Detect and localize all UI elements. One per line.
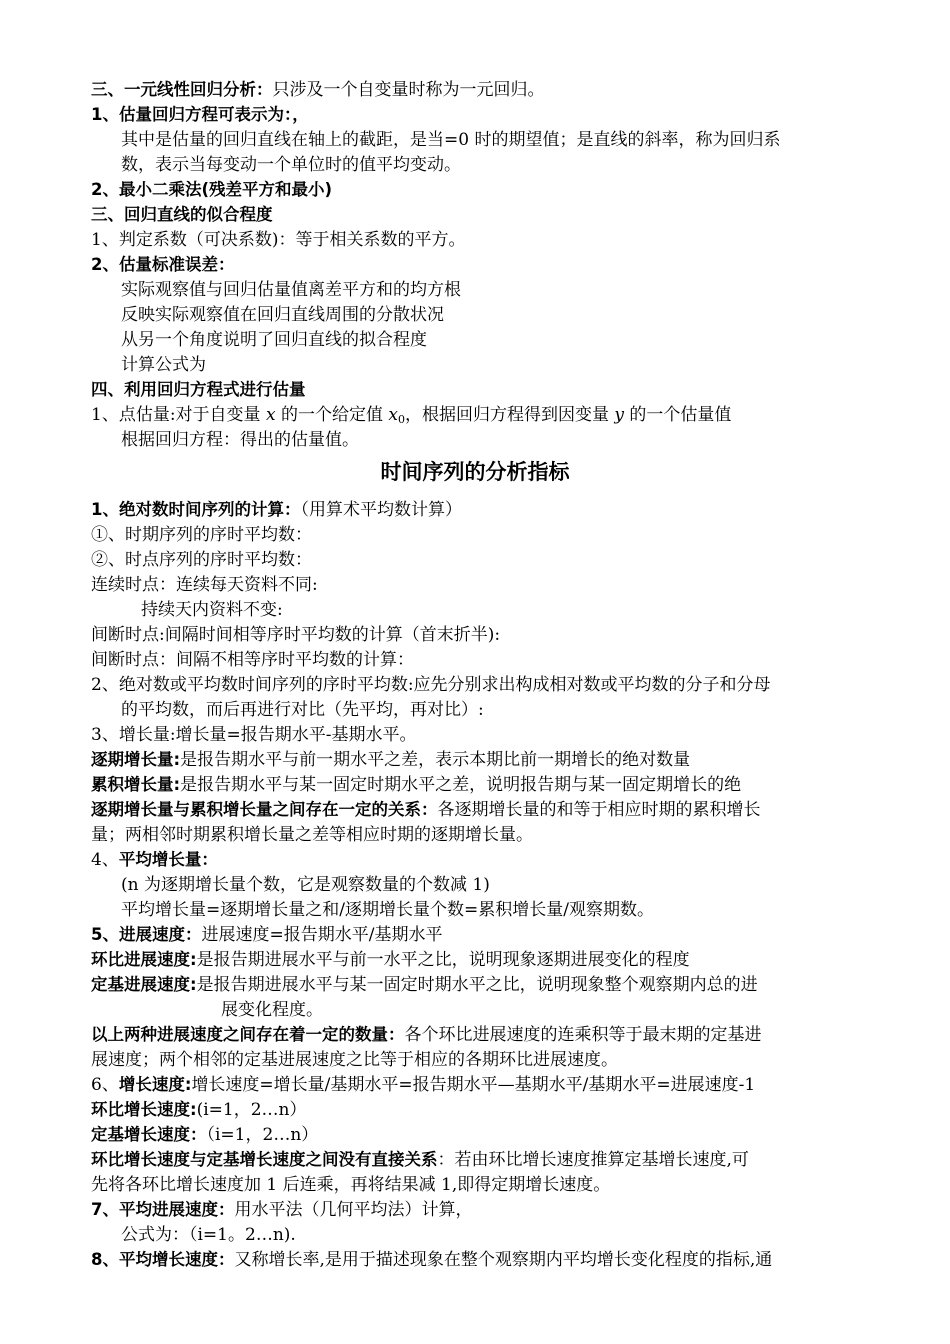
paragraph-line: 间断时点：间隔不相等序时平均数的计算： (91, 650, 414, 670)
text: 进展速度=报告期水平/基期水平 (201, 925, 443, 945)
text: 又称增长率,是用于描述现象在整个观察期内平均增长变化程度的指标,通 (234, 1250, 773, 1270)
text: 各个环比进展速度的连乘积等于最末期的定基进 (404, 1025, 762, 1045)
paragraph-line: 平均增长量=逐期增长量之和/逐期增长量个数=累积增长量/观察期数。 (121, 900, 654, 920)
paragraph-line: 计算公式为 (121, 355, 206, 375)
text: 的一个估量值 (623, 405, 732, 425)
paragraph-line: ①、时期序列的序时平均数： (91, 525, 312, 545)
line-growth-relation (91, 799, 761, 821)
paragraph-point-estimate (91, 404, 731, 431)
variable-y: y (614, 405, 624, 425)
text: 是报告期水平与某一固定时期水平之差，说明报告期与某一固定期增长的绝 (180, 775, 742, 795)
line-period-growth (91, 749, 690, 771)
heading: 累积增长量: (91, 775, 181, 794)
line-growth-rate (91, 1074, 755, 1096)
line-regression-heading (91, 79, 545, 101)
line-fixed-base-growth (91, 1124, 318, 1146)
heading: 1、绝对数时间序列的计算： (91, 500, 301, 519)
number: 4、 (91, 850, 119, 870)
heading: 环比增长速度与定基增长速度之间没有直接关系 (91, 1150, 438, 1169)
number: 6、 (91, 1075, 119, 1095)
line-cumulative-growth (91, 774, 741, 796)
text: 各逐期增长量的和等于相应时期的累积增长 (437, 800, 761, 820)
heading: 逐期增长量与累积增长量之间存在一定的关系： (91, 800, 438, 819)
paragraph-line: 其中是估量的回归直线在轴上的截距，是当=0 时的期望值；是直线的斜率，称为回归系 (121, 130, 781, 150)
text: （用算术平均数计算） (300, 500, 462, 520)
heading: 定基增长速度： (91, 1125, 207, 1144)
heading-estimation: 四、利用回归方程式进行估量 (91, 380, 306, 399)
text: 是报告期水平与前一期水平之差，表示本期比前一期增长的绝对数量 (180, 750, 691, 770)
paragraph-line: 反映实际观察值在回归直线周围的分散状况 (121, 305, 444, 325)
paragraph-line: 先将各环比增长速度加 1 后连乘，再将结果减 1,即得定期增长速度。 (91, 1175, 611, 1195)
text: （i=1，2…n） (206, 1125, 319, 1145)
paragraph-line: 实际观察值与回归估量值离差平方和的均方根 (121, 280, 461, 300)
heading: 环比进展速度: (91, 950, 197, 969)
text: 只涉及一个自变量时称为一元回归。 (272, 80, 545, 100)
heading-regression-equation: 1、估量回归方程可表示为：， (91, 105, 309, 124)
paragraph-line: 数，表示当每变动一个单位时的值平均变动。 (121, 155, 461, 175)
paragraph-line: 3、增长量:增长量=报告期水平-基期水平。 (91, 725, 417, 745)
heading: 7、平均进展速度： (91, 1200, 235, 1219)
paragraph-line: 展速度；两个相邻的定基进展速度之比等于相应的各期环比进展速度。 (91, 1050, 618, 1070)
text: 1、点估量:对于自变量 (91, 405, 266, 425)
heading-simple-regression: 三、一元线性回归分析： (91, 80, 273, 99)
paragraph-line: 2、绝对数或平均数时间序列的序时平均数:应先分别求出构成相对数或平均数的分子和分母 (91, 675, 771, 695)
paragraph-line: 根据回归方程：得出的估量值。 (121, 430, 359, 450)
heading-least-squares: 2、最小二乘法(残差平方和最小) (91, 180, 333, 199)
paragraph-line: 持续天内资料不变: (141, 600, 283, 620)
line-speed-relation (91, 1024, 762, 1046)
line-chain-growth (91, 1099, 307, 1121)
line-fixed-base-development (91, 974, 758, 996)
paragraph-line: ②、时点序列的序时平均数： (91, 550, 312, 570)
paragraph-line: (n 为逐期增长量个数，它是观察数量的个数减 1) (121, 875, 490, 895)
paragraph-line: 展变化程度。 (221, 1000, 323, 1020)
heading: 平均增长量： (118, 850, 218, 869)
text: ，根据回归方程得到因变量 (404, 405, 615, 425)
paragraph-line: 公式为：（i=1。2…n). (121, 1225, 296, 1245)
text: 的一个给定值 (275, 405, 389, 425)
paragraph-line: 1、判定系数（可决系数)：等于相关系数的平方。 (91, 230, 466, 250)
heading: 5、进展速度： (91, 925, 202, 944)
heading: 以上两种进展速度之间存在着一定的数量： (91, 1025, 405, 1044)
text: (i=1，2…n） (196, 1100, 307, 1120)
paragraph-line: 从另一个角度说明了回归直线的拟合程度 (121, 330, 427, 350)
line-average-growth (91, 849, 218, 871)
text: 是报告期进展水平与某一固定时期水平之比，说明现象整个观察期内总的进 (196, 975, 758, 995)
heading-goodness-of-fit: 三、回归直线的似合程度 (91, 205, 273, 224)
line-growth-no-relation (91, 1149, 749, 1171)
line-development-speed (91, 924, 442, 946)
text: 是报告期进展水平与前一水平之比，说明现象逐期进展变化的程度 (196, 950, 690, 970)
variable-x: x (265, 405, 276, 425)
heading-standard-error: 2、估量标准误差： (91, 255, 235, 274)
paragraph-line: 连续时点：连续每天资料不同: (91, 575, 318, 595)
line-chain-development (91, 949, 690, 971)
heading: 8、平均增长速度： (91, 1250, 235, 1269)
line-average-development (91, 1199, 472, 1221)
section-title: 时间序列的分析指标 (380, 460, 570, 484)
text: 用水平法（几何平均法）计算， (234, 1200, 473, 1220)
subscript: 0 (397, 413, 405, 426)
paragraph-line: 量；两相邻时期累积增长量之差等相应时期的逐期增长量。 (91, 825, 533, 845)
text: ：若由环比增长速度推算定基增长速度,可 (437, 1150, 749, 1170)
variable-x0: x (388, 405, 398, 425)
heading: 定基进展速度: (91, 975, 197, 994)
line-absolute-series (91, 499, 462, 521)
line-average-growth-rate (91, 1249, 772, 1271)
heading: 逐期增长量: (91, 750, 181, 769)
text: 增长速度=增长量/基期水平=报告期水平—基期水平/基期水平=进展速度-1 (191, 1075, 756, 1095)
paragraph-line: 间断时点:间隔时间相等序时平均数的计算（首末折半): (91, 625, 501, 645)
heading: 增长速度: (118, 1075, 192, 1094)
heading: 环比增长速度: (91, 1100, 197, 1119)
paragraph-line: 的平均数，而后再进行对比（先平均，再对比）: (121, 700, 484, 720)
